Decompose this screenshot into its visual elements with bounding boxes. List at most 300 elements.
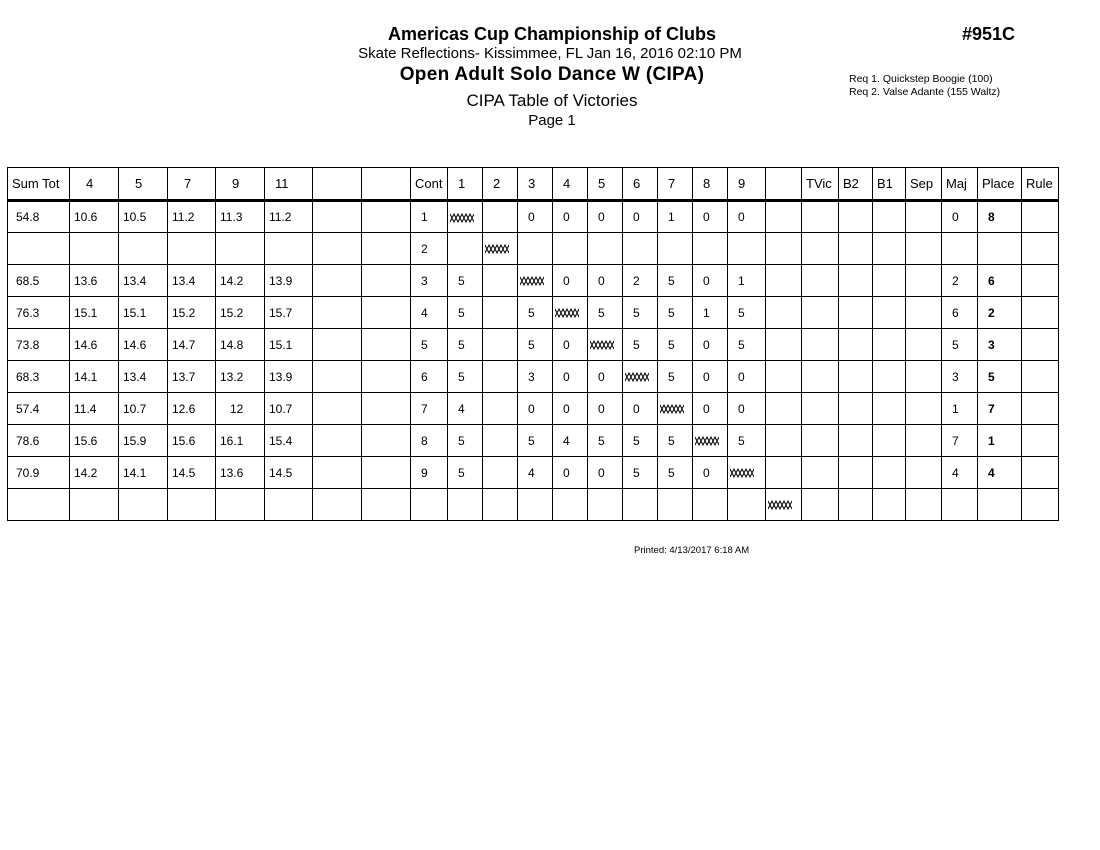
column-header (766, 168, 802, 201)
table-cell (906, 361, 942, 393)
table-cell: 13.9 (265, 361, 313, 393)
table-cell: 8 (411, 425, 448, 457)
table-cell: 13.2 (216, 361, 265, 393)
table-cell (873, 393, 906, 425)
table-cell (766, 233, 802, 265)
table-cell: 0 (518, 201, 553, 233)
table-row (8, 425, 1059, 457)
table-cell (483, 361, 518, 393)
table-cell (839, 457, 873, 489)
table-cell: 54.8 (8, 201, 70, 233)
table-header-row (8, 168, 1059, 201)
table-cell: 0 (588, 361, 623, 393)
table-cell: 1 (693, 297, 728, 329)
column-header (362, 168, 411, 201)
event-number: #951C (962, 24, 1016, 44)
table-cell (362, 233, 411, 265)
table-title: CIPA Table of Victories (466, 91, 638, 110)
table-cell: 5 (518, 329, 553, 361)
table-cell (693, 489, 728, 521)
table-cell (802, 233, 839, 265)
table-cell (839, 297, 873, 329)
table-cell: 5 (658, 361, 693, 393)
column-header: 3 (518, 168, 553, 201)
table-cell: 0 (942, 201, 978, 233)
table-cell: 0 (623, 201, 658, 233)
table-cell (693, 233, 728, 265)
table-cell (313, 329, 362, 361)
table-cell (766, 329, 802, 361)
self-comparison-mark (693, 425, 728, 457)
table-cell (483, 425, 518, 457)
table-row (8, 201, 1059, 233)
crosshatch-icon (450, 213, 474, 223)
table-of-victories (7, 167, 1059, 521)
column-header: 1 (448, 168, 483, 201)
table-cell (216, 233, 265, 265)
table-cell: 5 (658, 425, 693, 457)
table-row (8, 489, 1059, 521)
table-cell: 70.9 (8, 457, 70, 489)
table-cell (483, 201, 518, 233)
table-cell: 73.8 (8, 329, 70, 361)
table-cell: 11.3 (216, 201, 265, 233)
table-cell: 4 (518, 457, 553, 489)
table-cell: 5 (658, 297, 693, 329)
table-cell (839, 265, 873, 297)
table-cell: 5 (623, 425, 658, 457)
table-cell (802, 201, 839, 233)
table-cell (873, 201, 906, 233)
table-cell: 0 (693, 457, 728, 489)
table-cell (802, 489, 839, 521)
table-cell: 68.3 (8, 361, 70, 393)
table-cell: 57.4 (8, 393, 70, 425)
venue-date-line: Skate Reflections- Kissimmee, FL Jan 16, 2016 02:10 PM (358, 45, 742, 62)
table-cell: 11.2 (265, 201, 313, 233)
table-cell: 5 (623, 329, 658, 361)
table-cell: 1 (411, 201, 448, 233)
table-cell (839, 201, 873, 233)
table-cell: 14.5 (168, 457, 216, 489)
requirements-list (849, 73, 1000, 99)
table-cell (313, 201, 362, 233)
crosshatch-icon (660, 404, 684, 414)
table-row (8, 329, 1059, 361)
table-row (8, 361, 1059, 393)
table-cell (873, 425, 906, 457)
table-cell (313, 425, 362, 457)
table-cell (802, 361, 839, 393)
table-cell (906, 233, 942, 265)
table-row (8, 233, 1059, 265)
table-cell: 9 (411, 457, 448, 489)
table-cell (313, 265, 362, 297)
table-cell (766, 457, 802, 489)
crosshatch-icon (730, 468, 754, 478)
table-cell: 5 (658, 265, 693, 297)
table-cell (70, 233, 119, 265)
table-cell: 5 (623, 457, 658, 489)
table-cell: 15.6 (168, 425, 216, 457)
table-cell: 0 (728, 393, 766, 425)
table-cell (873, 297, 906, 329)
requirement-1: Req 1. Quickstep Boogie (100) (849, 73, 993, 85)
table-cell (873, 489, 906, 521)
requirement-2: Req 2. Valse Adante (155 Waltz) (849, 86, 1001, 98)
table-cell: 14.1 (70, 361, 119, 393)
table-cell (839, 329, 873, 361)
table-cell (623, 233, 658, 265)
crosshatch-icon (485, 244, 509, 254)
column-header: 5 (588, 168, 623, 201)
table-cell (483, 489, 518, 521)
table-cell: 11.4 (70, 393, 119, 425)
table-cell (1022, 425, 1059, 457)
table-cell: 5 (448, 457, 483, 489)
table-cell (362, 329, 411, 361)
table-cell: 1 (728, 265, 766, 297)
column-header: Maj (942, 168, 978, 201)
table-cell (518, 233, 553, 265)
crosshatch-icon (555, 308, 579, 318)
table-cell: 14.8 (216, 329, 265, 361)
table-cell: 2 (411, 233, 448, 265)
place-cell: 3 (978, 329, 1022, 361)
table-cell: 76.3 (8, 297, 70, 329)
column-header (313, 168, 362, 201)
table-cell: 5 (448, 329, 483, 361)
table-cell (119, 489, 168, 521)
table-cell: 1 (942, 393, 978, 425)
table-cell: 5 (411, 329, 448, 361)
table-cell: 4 (448, 393, 483, 425)
self-comparison-mark (658, 393, 693, 425)
table-cell: 78.6 (8, 425, 70, 457)
place-cell: 8 (978, 201, 1022, 233)
table-cell (1022, 393, 1059, 425)
table-cell (313, 233, 362, 265)
championship-title: Americas Cup Championship of Clubs (387, 24, 717, 44)
table-cell: 3 (518, 361, 553, 393)
self-comparison-mark (483, 233, 518, 265)
table-cell (1022, 233, 1059, 265)
column-header: Cont (411, 168, 448, 201)
table-cell: 0 (588, 201, 623, 233)
table-cell (766, 361, 802, 393)
table-cell: 5 (942, 329, 978, 361)
column-header: Sum Tot (8, 168, 70, 201)
table-cell: 15.1 (119, 297, 168, 329)
table-cell (839, 361, 873, 393)
table-cell (313, 489, 362, 521)
table-cell: 13.6 (216, 457, 265, 489)
table-cell (766, 201, 802, 233)
crosshatch-icon (590, 340, 614, 350)
table-cell: 0 (553, 265, 588, 297)
table-cell (873, 265, 906, 297)
table-cell: 15.1 (265, 329, 313, 361)
table-cell: 4 (553, 425, 588, 457)
column-header: B1 (873, 168, 906, 201)
table-cell (588, 233, 623, 265)
table-cell (728, 489, 766, 521)
table-cell: 3 (942, 361, 978, 393)
table-cell: 5 (728, 425, 766, 457)
column-header: 6 (623, 168, 658, 201)
place-cell: 6 (978, 265, 1022, 297)
self-comparison-mark (766, 489, 802, 521)
table-cell (8, 489, 70, 521)
column-header: 9 (728, 168, 766, 201)
table-cell (839, 233, 873, 265)
table-cell: 5 (728, 329, 766, 361)
place-cell: 5 (978, 361, 1022, 393)
table-cell (1022, 361, 1059, 393)
table-cell (906, 489, 942, 521)
table-cell: 0 (693, 393, 728, 425)
table-cell: 0 (693, 201, 728, 233)
table-cell: 5 (588, 425, 623, 457)
table-cell: 13.4 (119, 361, 168, 393)
table-cell: 14.2 (216, 265, 265, 297)
table-cell (906, 457, 942, 489)
table-cell: 5 (588, 297, 623, 329)
place-cell: 1 (978, 425, 1022, 457)
column-header: 4 (553, 168, 588, 201)
table-cell: 3 (411, 265, 448, 297)
table-cell (362, 457, 411, 489)
column-header: 7 (658, 168, 693, 201)
table-cell: 7 (411, 393, 448, 425)
table-cell: 13.6 (70, 265, 119, 297)
page-number: Page 1 (528, 112, 576, 129)
column-header: 2 (483, 168, 518, 201)
table-cell (839, 425, 873, 457)
column-header: B2 (839, 168, 873, 201)
self-comparison-mark (518, 265, 553, 297)
table-cell (265, 489, 313, 521)
table-cell: 0 (553, 393, 588, 425)
table-cell: 14.5 (265, 457, 313, 489)
self-comparison-mark (623, 361, 658, 393)
table-cell (168, 489, 216, 521)
table-cell: 12 (216, 393, 265, 425)
table-cell: 0 (553, 201, 588, 233)
table-cell (658, 233, 693, 265)
table-cell: 14.1 (119, 457, 168, 489)
table-cell: 14.6 (70, 329, 119, 361)
table-cell (168, 233, 216, 265)
place-cell: 2 (978, 297, 1022, 329)
table-cell (362, 489, 411, 521)
table-cell: 15.2 (168, 297, 216, 329)
table-cell: 13.4 (168, 265, 216, 297)
table-cell: 7 (942, 425, 978, 457)
column-header: 8 (693, 168, 728, 201)
table-cell (313, 457, 362, 489)
table-cell (1022, 265, 1059, 297)
table-cell (483, 393, 518, 425)
table-cell: 0 (553, 361, 588, 393)
table-cell (265, 233, 313, 265)
table-cell (873, 457, 906, 489)
table-cell (362, 425, 411, 457)
table-cell (906, 297, 942, 329)
table-cell: 5 (448, 265, 483, 297)
place-cell (978, 233, 1022, 265)
table-cell (448, 233, 483, 265)
self-comparison-mark (728, 457, 766, 489)
table-cell: 14.2 (70, 457, 119, 489)
table-cell: 4 (411, 297, 448, 329)
table-cell: 6 (942, 297, 978, 329)
table-cell: 15.1 (70, 297, 119, 329)
table-cell (802, 265, 839, 297)
table-cell (802, 329, 839, 361)
column-header: 9 (216, 168, 265, 201)
table-cell: 10.6 (70, 201, 119, 233)
table-cell (553, 233, 588, 265)
table-cell (1022, 329, 1059, 361)
table-cell (802, 393, 839, 425)
table-cell (839, 489, 873, 521)
printed-timestamp: Printed: 4/13/2017 6:18 AM (634, 545, 750, 556)
table-cell (766, 393, 802, 425)
table-cell (119, 233, 168, 265)
table-cell (362, 265, 411, 297)
column-header: 4 (70, 168, 119, 201)
table-cell (483, 265, 518, 297)
crosshatch-icon (695, 436, 719, 446)
table-row (8, 393, 1059, 425)
table-cell (728, 233, 766, 265)
place-cell (978, 489, 1022, 521)
crosshatch-icon (520, 276, 544, 286)
table-cell: 0 (728, 201, 766, 233)
table-cell: 68.5 (8, 265, 70, 297)
table-cell (1022, 489, 1059, 521)
table-cell (483, 329, 518, 361)
column-header: 5 (119, 168, 168, 201)
table-cell (766, 265, 802, 297)
table-cell (313, 361, 362, 393)
table-cell: 16.1 (216, 425, 265, 457)
table-cell: 10.7 (265, 393, 313, 425)
column-header: Sep (906, 168, 942, 201)
table-cell: 10.5 (119, 201, 168, 233)
table-cell: 15.9 (119, 425, 168, 457)
column-header: 11 (265, 168, 313, 201)
table-cell (766, 425, 802, 457)
table-cell: 5 (448, 297, 483, 329)
column-header: 7 (168, 168, 216, 201)
table-cell (766, 297, 802, 329)
table-cell (1022, 297, 1059, 329)
table-cell (313, 393, 362, 425)
table-cell: 5 (623, 297, 658, 329)
column-header: TVic (802, 168, 839, 201)
table-cell: 5 (448, 361, 483, 393)
table-cell (553, 489, 588, 521)
table-cell (362, 297, 411, 329)
table-cell: 5 (518, 297, 553, 329)
table-cell (362, 201, 411, 233)
table-row (8, 297, 1059, 329)
table-cell (873, 361, 906, 393)
event-name: Open Adult Solo Dance W (CIPA) (399, 64, 705, 85)
self-comparison-mark (553, 297, 588, 329)
self-comparison-mark (448, 201, 483, 233)
crosshatch-icon (768, 500, 792, 510)
table-row (8, 457, 1059, 489)
table-cell (839, 393, 873, 425)
table-cell: 14.6 (119, 329, 168, 361)
table-cell (70, 489, 119, 521)
table-cell (313, 297, 362, 329)
table-cell (1022, 457, 1059, 489)
table-cell: 15.4 (265, 425, 313, 457)
table-cell (942, 233, 978, 265)
table-cell: 10.7 (119, 393, 168, 425)
place-cell: 4 (978, 457, 1022, 489)
table-cell: 11.2 (168, 201, 216, 233)
table-cell (906, 393, 942, 425)
table-cell (906, 265, 942, 297)
table-cell: 1 (658, 201, 693, 233)
table-cell: 12.6 (168, 393, 216, 425)
table-cell: 13.7 (168, 361, 216, 393)
table-cell (411, 489, 448, 521)
table-cell (658, 489, 693, 521)
crosshatch-icon (625, 372, 649, 382)
table-cell: 0 (518, 393, 553, 425)
table-cell: 0 (588, 457, 623, 489)
table-cell (448, 489, 483, 521)
table-cell (588, 489, 623, 521)
table-row (8, 265, 1059, 297)
table-cell: 5 (658, 329, 693, 361)
table-cell (483, 457, 518, 489)
place-cell: 7 (978, 393, 1022, 425)
column-header: Place (978, 168, 1022, 201)
table-cell: 0 (588, 265, 623, 297)
table-cell (802, 297, 839, 329)
table-cell (802, 457, 839, 489)
table-cell (906, 329, 942, 361)
table-cell: 5 (448, 425, 483, 457)
table-cell: 15.2 (216, 297, 265, 329)
table-cell (942, 489, 978, 521)
table-cell: 0 (553, 329, 588, 361)
table-cell (873, 233, 906, 265)
table-cell (216, 489, 265, 521)
table-cell: 4 (942, 457, 978, 489)
table-cell (802, 425, 839, 457)
table-cell: 5 (728, 297, 766, 329)
table-cell (906, 201, 942, 233)
table-cell: 15.7 (265, 297, 313, 329)
table-cell: 13.9 (265, 265, 313, 297)
table-cell: 0 (728, 361, 766, 393)
table-cell: 0 (693, 361, 728, 393)
table-cell (483, 297, 518, 329)
table-cell (1022, 201, 1059, 233)
self-comparison-mark (588, 329, 623, 361)
table-cell (518, 489, 553, 521)
table-cell: 5 (658, 457, 693, 489)
table-cell: 14.7 (168, 329, 216, 361)
